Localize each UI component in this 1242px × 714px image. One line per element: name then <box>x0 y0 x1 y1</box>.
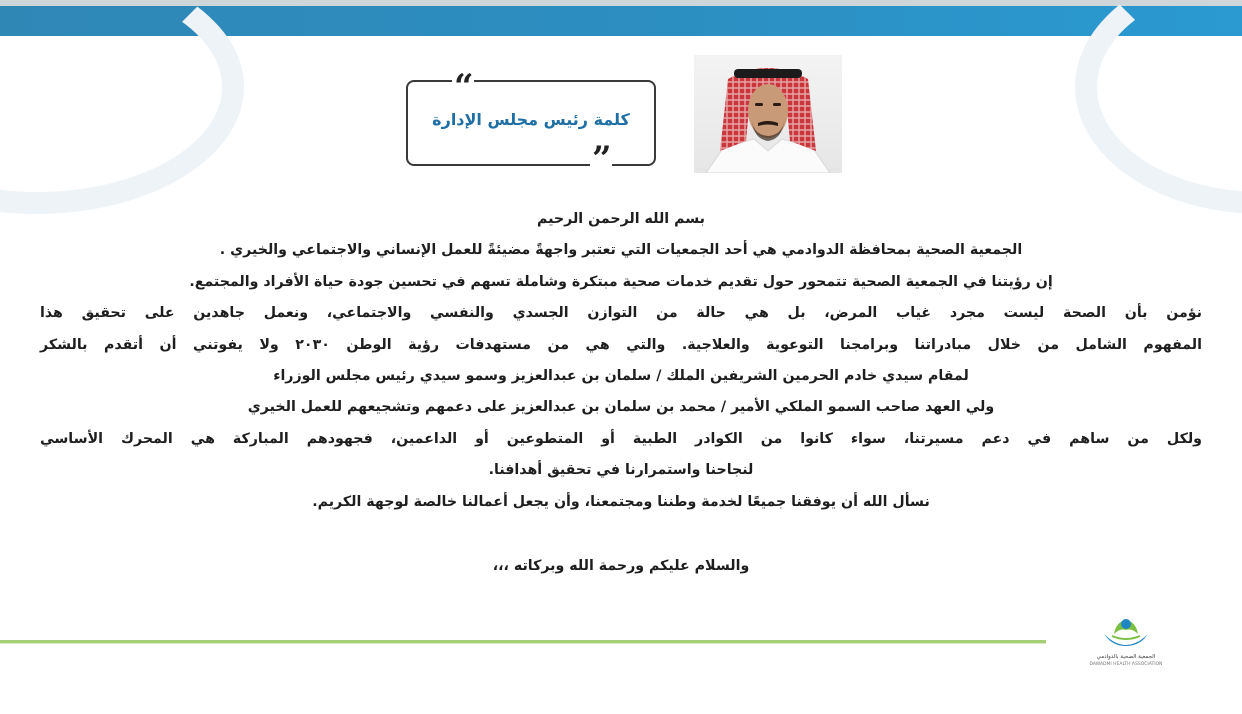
letter-line: لنجاحنا واستمرارنا في تحقيق أهدافنا. <box>488 462 754 479</box>
title-box <box>406 67 656 179</box>
closing-greeting: والسلام عليكم ورحمة الله وبركاته ،،، <box>492 558 750 574</box>
letter-line: إن رؤيتنا في الجمعية الصحية تتمحور حول تقديم خدمات صحية مبتكرة وشاملة تسهم في تحسين جودة حياة الأفراد والمجتمع. <box>189 273 1053 290</box>
decorative-arc-left <box>0 0 244 214</box>
quote-close-icon: ” <box>592 139 612 179</box>
page-title: كلمة رئيس مجلس الإدارة <box>432 110 630 129</box>
quote-open-icon: “ <box>454 67 474 107</box>
logo-name-en: DAWADMI HEALTH ASSOCIATION <box>1089 662 1163 667</box>
logo-name-ar: الجمعية الصحية بالدوادمي <box>1096 654 1156 660</box>
letter-line: ولكل من ساهم في دعم مسيرتنا، سواء كانوا من الكوادر الطبية أو المتطوعين أو الداعمين، فجهودهم المباركة هي المحرك الأساسي <box>40 430 1202 447</box>
letter-line: نؤمن بأن الصحة ليست مجرد غياب المرض، بل هي حالة من التوازن الجسدي والنفسي والاجتماعي، ونعمل جاهدين على تحقيق هذا <box>40 305 1202 322</box>
letter-line: لمقام سيدي خادم الحرمين الشريفين الملك / سلمان بن عبدالعزيز وسمو سيدي رئيس مجلس الوزراء <box>273 367 969 384</box>
decorative-arc-right <box>1075 0 1242 214</box>
letter-body <box>40 204 1202 518</box>
chairman-photo <box>694 55 842 173</box>
footer-divider-shadow <box>0 643 1046 644</box>
letter-line: نسأل الله أن يوفقنا جميعًا لخدمة وطننا ومجتمعنا، وأن يجعل أعمالنا خالصة لوجهة الكريم. <box>312 493 930 510</box>
letter-line: ولي العهد صاحب السمو الملكي الأمير / محمد بن سلمان بن عبدالعزيز على دعمهم وتشجيعهم للعمل الخيري <box>247 399 995 416</box>
basmala: بسم الله الرحمن الرحيم <box>537 211 705 227</box>
letter-line: المفهوم الشامل من خلال مبادراتنا وبرامجنا التوعوية والعلاجية. والتي هي من مستهدفات رؤية الوطن ٢٠٣٠ ولا يفوتني أن أتقدم بالشكر <box>40 336 1202 353</box>
letter-line: الجمعية الصحية بمحافظة الدوادمي هي أحد الجمعيات التي تعتبر واجهةً مضيئةً للعمل الإنساني والاجتماعي والخيري . <box>219 242 1023 259</box>
